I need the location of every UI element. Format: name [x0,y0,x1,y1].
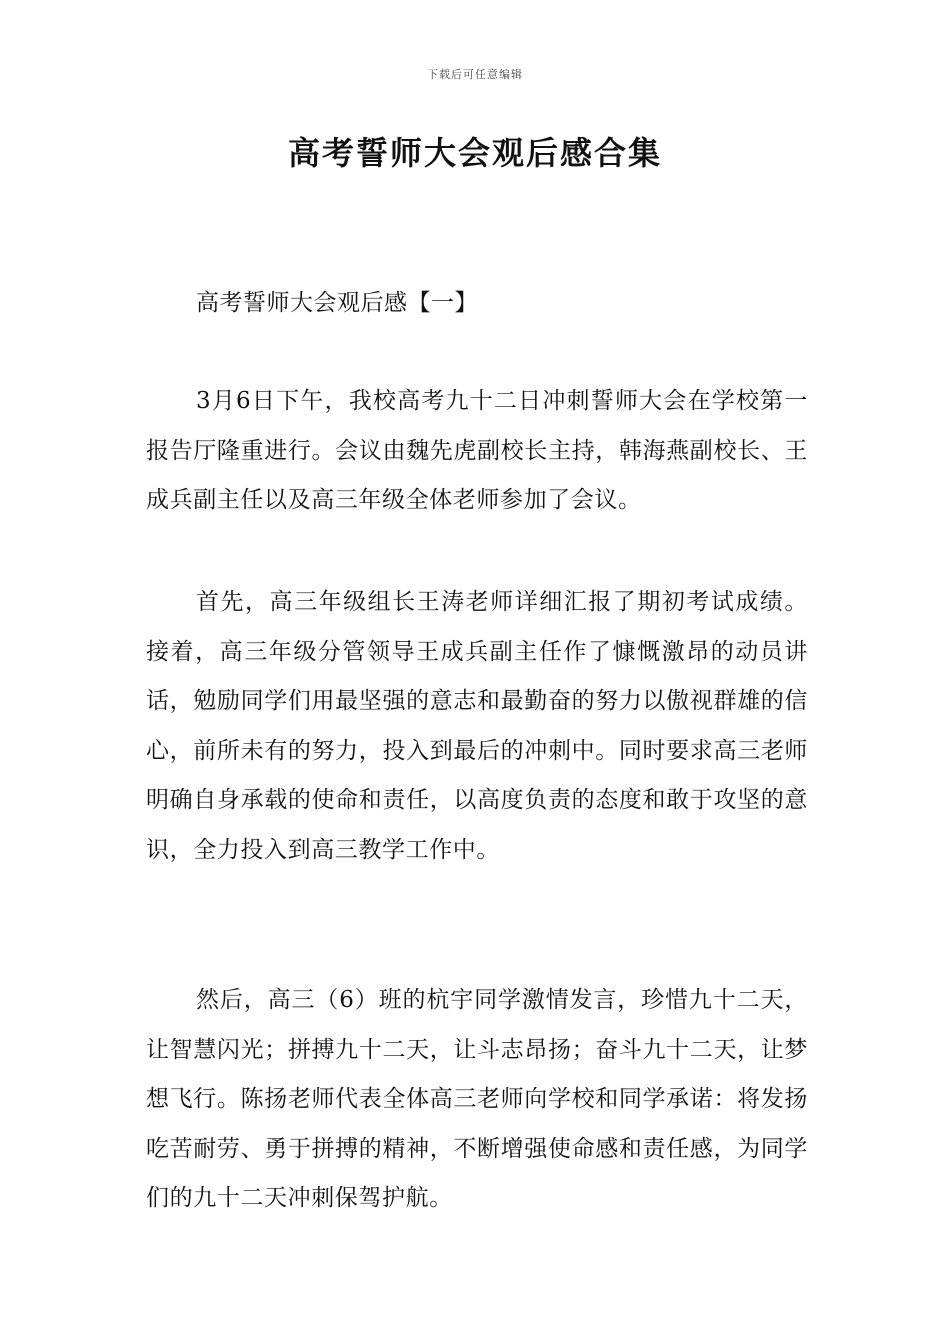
paragraph-3: 然后，高三（6）班的杭宇同学激情发言，珍惜九十二天，让智慧闪光；拼搏九十二天，让斗志昂扬；奋斗九十二天，让梦想飞行。陈扬老师代表全体高三老师向学校和同学承诺：将发扬吃苦耐劳、勇于拼搏的精神，不断增强使命感和责任感，为同学们的九十二天冲刺保驾护航。 [146,987,808,1211]
paragraph-2: 首先，高三年级组长王涛老师详细汇报了期初考试成绩。接着，高三年级分管领导王成兵副主任作了慷慨激昂的动员讲话，勉励同学们用最坚强的意志和最勤奋的努力以傲视群雄的信心，前所未有的努力，投入到最后的冲刺中。同时要求高三老师明确自身承载的使命和责任，以高度负责的态度和敢于攻坚的意识，全力投入到高三教学工作中。 [146,589,808,863]
document-title: 高考誓师大会观后感合集 [287,134,662,172]
header-note: 下载后可任意编辑 [427,68,523,81]
paragraph-1: 3月6日下午，我校高考九十二日冲刺誓师大会在学校第一报告厅隆重进行。会议由魏先虎副校长主持，韩海燕副校长、王成兵副主任以及高三年级全体老师参加了会议。 [146,388,808,513]
section-heading: 高考誓师大会观后感【一】 [196,290,478,316]
